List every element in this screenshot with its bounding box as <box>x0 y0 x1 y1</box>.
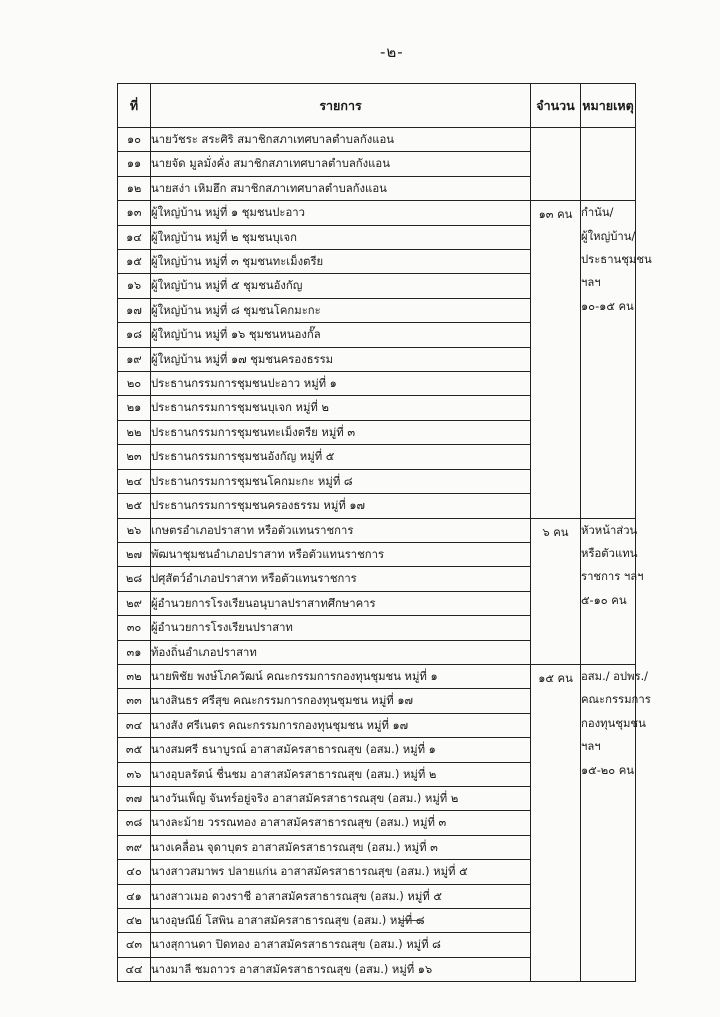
row-number: ๔๒ <box>118 909 151 933</box>
row-item: นางสาวเมอ ดวงราชี อาสาสมัครสาธารณสุข (อสม.) หมู่ที่ ๕ <box>151 884 531 908</box>
row-number: ๓๙ <box>118 835 151 859</box>
row-item: นางสุกานดา ปิดทอง อาสาสมัครสาธารณสุข (อสม.) หมู่ที่ ๘ <box>151 933 531 957</box>
table-body <box>118 128 652 982</box>
row-item: ประธานกรรมการชุมชนครองธรรม หมู่ที่ ๑๗ <box>151 494 531 518</box>
row-item: นางสัง ศรีเนตร คณะกรรมการกองทุนชุมชน หมู่ที่ ๑๗ <box>151 713 531 737</box>
group-note <box>581 128 636 201</box>
row-item: ปศุสัตว์อำเภอปราสาท หรือตัวแทนราชการ <box>151 567 531 591</box>
row-item: นางอุบลรัตน์ ชื่นชม อาสาสมัครสาธารณสุข (อสม.) หมู่ที่ ๒ <box>151 762 531 786</box>
row-number: ๒๗ <box>118 542 151 566</box>
row-item: ประธานกรรมการชุมชนโคกมะกะ หมู่ที่ ๘ <box>151 469 531 493</box>
group-note-line: ประธานชุมชน <box>581 253 652 267</box>
row-number: ๑๑ <box>118 152 151 176</box>
header-amount: จำนวน <box>531 84 581 128</box>
row-number: ๔๔ <box>118 957 151 981</box>
row-number: ๓๔ <box>118 713 151 737</box>
row-item: ประธานกรรมการชุมชนทะเม็งตรีย หมู่ที่ ๓ <box>151 420 531 444</box>
table-row <box>118 201 636 225</box>
row-number: ๒๘ <box>118 567 151 591</box>
group-note-line: ฯลฯ <box>581 276 601 290</box>
row-number: ๑๒ <box>118 176 151 200</box>
row-item: นางสมศรี ธนาบูรณ์ อาสาสมัครสาธารณสุข (อสม.) หมู่ที่ ๑ <box>151 738 531 762</box>
row-number: ๑๐ <box>118 128 151 152</box>
row-item: นายจัด มูลมั่งคั่ง สมาชิกสภาเทศบาลตำบลกังแอน <box>151 152 531 176</box>
row-number: ๔๐ <box>118 860 151 884</box>
table-row <box>118 518 636 542</box>
row-item: ผู้ใหญ่บ้าน หมู่ที่ ๘ ชุมชนโคกมะกะ <box>151 298 531 322</box>
group-amount <box>531 518 581 664</box>
header-note: หมายเหตุ <box>581 84 636 128</box>
row-number: ๑๙ <box>118 347 151 371</box>
row-item: นางอุษณีย์ โสพิน อาสาสมัครสาธารณสุข (อสม.) หมู่ที่ ๘ <box>151 909 531 933</box>
table-row <box>118 128 636 152</box>
row-number: ๑๔ <box>118 225 151 249</box>
row-item: นางมาลี ชมถาวร อาสาสมัครสาธารณสุข (อสม.) หมู่ที่ ๑๖ <box>151 957 531 981</box>
footer-divider <box>400 920 422 921</box>
row-item: ผู้อำนวยการโรงเรียนอนุบาลปราสาทศึกษาคาร <box>151 591 531 615</box>
group-note <box>581 518 644 664</box>
row-number: ๓๘ <box>118 811 151 835</box>
group-note-line: กำนัน/ <box>581 206 614 220</box>
row-item: พัฒนาชุมชนอำเภอปราสาท หรือตัวแทนราชการ <box>151 542 531 566</box>
row-number: ๒๑ <box>118 396 151 420</box>
row-item: ประธานกรรมการชุมชนบุเจก หมู่ที่ ๒ <box>151 396 531 420</box>
group-note-line: ราชการ ฯลฯ <box>581 570 644 584</box>
row-number: ๔๑ <box>118 884 151 908</box>
row-number: ๓๑ <box>118 640 151 664</box>
row-number: ๒๕ <box>118 494 151 518</box>
group-note-line: อสม./ อปพร./ <box>581 669 648 683</box>
row-number: ๑๖ <box>118 274 151 298</box>
row-number: ๓๕ <box>118 738 151 762</box>
row-number: ๒๙ <box>118 591 151 615</box>
group-note-line: คณะกรรมการ <box>581 693 651 707</box>
row-item: ประธานกรรมการชุมชนปะอาว หมู่ที่ ๑ <box>151 372 531 396</box>
row-item: ผู้ใหญ่บ้าน หมู่ที่ ๒ ชุมชนบุเจก <box>151 225 531 249</box>
header-item: รายการ <box>151 84 531 128</box>
row-item: ผู้ใหญ่บ้าน หมู่ที่ ๓ ชุมชนทะเม็งตรีย <box>151 250 531 274</box>
row-item: นางวันเพ็ญ จันทร์อยู่จริง อาสาสมัครสาธารณสุข (อสม.) หมู่ที่ ๒ <box>151 786 531 810</box>
row-number: ๒๐ <box>118 372 151 396</box>
row-number: ๔๓ <box>118 933 151 957</box>
row-item: ผู้ใหญ่บ้าน หมู่ที่ ๑๗ ชุมชนครองธรรม <box>151 347 531 371</box>
row-item: นายพิชัย พงษ์โภควัฒน์ คณะกรรมการกองทุนชุมชน หมู่ที่ ๑ <box>151 664 531 688</box>
row-number: ๑๘ <box>118 323 151 347</box>
row-number: ๑๓ <box>118 201 151 225</box>
row-item: นางสาวสมาพร ปลายแก่น อาสาสมัครสาธารณสุข (อสม.) หมู่ที่ ๕ <box>151 860 531 884</box>
group-amount <box>531 201 581 518</box>
row-number: ๒๒ <box>118 420 151 444</box>
group-amount-text <box>531 128 580 130</box>
group-note-line: ๑๕-๒๐ คน <box>581 763 635 777</box>
row-number: ๒๓ <box>118 445 151 469</box>
row-number: ๒๔ <box>118 469 151 493</box>
row-number: ๓๐ <box>118 616 151 640</box>
row-item: นางสินธร ศรีสุข คณะกรรมการกองทุนชุมชน หมู่ที่ ๑๗ <box>151 689 531 713</box>
row-item: ท้องถิ่นอำเภอปราสาท <box>151 640 531 664</box>
group-amount <box>531 664 581 981</box>
group-amount <box>531 128 581 201</box>
row-item: ประธานกรรมการชุมชนอังกัญ หมู่ที่ ๕ <box>151 445 531 469</box>
row-number: ๓๖ <box>118 762 151 786</box>
row-number: ๑๕ <box>118 250 151 274</box>
row-item: เกษตรอำเภอปราสาท หรือตัวแทนราชการ <box>151 518 531 542</box>
group-amount-text: ๖ คน <box>542 525 569 539</box>
page-number: -๒- <box>380 43 404 61</box>
table-header-row <box>118 84 636 128</box>
row-item: นางเคลื่อน จุดาบุตร อาสาสมัครสาธารณสุข (อสม.) หมู่ที่ ๓ <box>151 835 531 859</box>
group-note-line: หัวหน้าส่วน <box>581 523 638 537</box>
group-note-line: กองทุนชุมชน <box>581 716 646 730</box>
group-note <box>581 201 652 518</box>
row-number: ๑๗ <box>118 298 151 322</box>
row-number: ๒๖ <box>118 518 151 542</box>
group-note-line: หรือตัวแทน <box>581 546 638 560</box>
group-note-line: ฯลฯ <box>581 740 601 754</box>
row-item: นายวัชระ สระศิริ สมาชิกสภาเทศบาลตำบลกังแอน <box>151 128 531 152</box>
participants-table <box>117 83 652 982</box>
row-item: ผู้ใหญ่บ้าน หมู่ที่ ๑ ชุมชนปะอาว <box>151 201 531 225</box>
row-number: ๓๗ <box>118 786 151 810</box>
group-amount-text: ๑๕ คน <box>538 671 573 685</box>
row-item: นายสง่า เหิมฮึก สมาชิกสภาเทศบาลตำบลกังแอน <box>151 176 531 200</box>
group-note-line: ๕-๑๐ คน <box>581 593 627 607</box>
group-note <box>581 664 651 981</box>
header-no: ที่ <box>118 84 151 128</box>
group-note-line: ๑๐-๑๕ คน <box>581 299 634 313</box>
row-item: ผู้ใหญ่บ้าน หมู่ที่ ๑๖ ชุมชนหนองกั๊ล <box>151 323 531 347</box>
row-item: ผู้อำนวยการโรงเรียนปราสาท <box>151 616 531 640</box>
row-item: ผู้ใหญ่บ้าน หมู่ที่ ๕ ชุมชนอังกัญ <box>151 274 531 298</box>
group-note-line: ผู้ใหญ่บ้าน/ <box>581 229 636 243</box>
row-number: ๓๓ <box>118 689 151 713</box>
table-row <box>118 664 636 688</box>
row-number: ๓๒ <box>118 664 151 688</box>
group-amount-text: ๑๓ คน <box>538 208 573 222</box>
row-item: นางละม้าย วรรณทอง อาสาสมัครสาธารณสุข (อสม.) หมู่ที่ ๓ <box>151 811 531 835</box>
